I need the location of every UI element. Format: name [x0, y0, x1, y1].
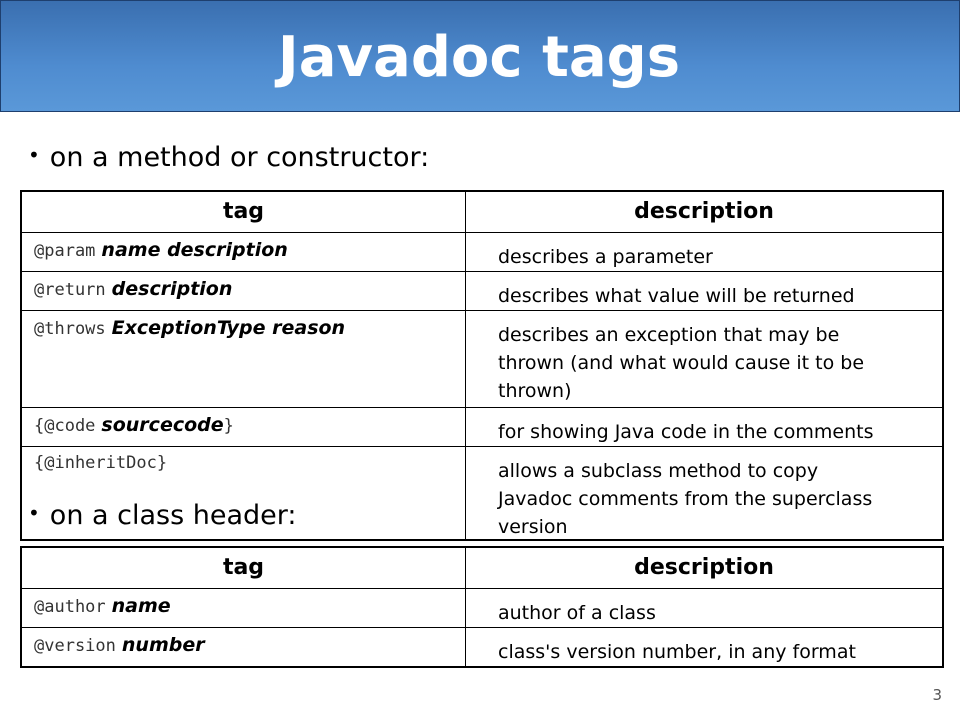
- bullet-dot-icon: •: [28, 501, 40, 525]
- tag-cell: [22, 589, 466, 627]
- description-cell: [466, 272, 942, 310]
- table-row: [22, 310, 942, 407]
- tag-cell: [22, 272, 466, 310]
- tag-description: author of a class: [498, 602, 656, 624]
- tag-name: @param: [34, 241, 96, 261]
- tag-description: describes a parameter: [498, 246, 713, 268]
- tag-args: sourcecode: [101, 414, 224, 436]
- description-line: Javadoc comments from the superclass: [498, 488, 873, 510]
- table-row: [22, 232, 942, 271]
- tag-description: describes what value will be returned: [498, 285, 855, 307]
- bullet-dot-icon: •: [28, 143, 40, 167]
- page-number: 3: [932, 686, 942, 704]
- tag-name: @throws: [34, 319, 106, 339]
- method-bullet: [28, 142, 429, 173]
- tag-args: number: [121, 634, 205, 656]
- description-cell: [466, 447, 942, 539]
- method-tags-table: [20, 190, 944, 541]
- table-header-row: [22, 192, 942, 232]
- tag-description: for showing Java code in the comments: [498, 421, 874, 443]
- description-line: thrown): [498, 380, 572, 402]
- tag-name: @return: [34, 280, 106, 300]
- tag-args: ExceptionType reason: [111, 317, 346, 339]
- tag-args: name description: [101, 239, 288, 261]
- description-line: describes an exception that may be: [498, 324, 840, 346]
- tag-cell: [22, 233, 466, 271]
- class-tags-table: [20, 546, 944, 668]
- header-description: description: [634, 199, 774, 224]
- table-row: [22, 407, 942, 446]
- header-tag: tag: [22, 192, 466, 232]
- table-row: [22, 588, 942, 627]
- table-header-row: [22, 548, 942, 588]
- tag-cell: [22, 408, 466, 446]
- description-cell: [466, 311, 942, 407]
- tag-name: @author: [34, 597, 106, 617]
- description-cell: [466, 589, 942, 627]
- header-description: description: [634, 555, 774, 580]
- description-line: version: [498, 516, 568, 538]
- method-bullet-text: on a method or constructor:: [49, 142, 430, 173]
- tag-description: class's version number, in any format: [498, 641, 856, 663]
- header-tag: tag: [22, 548, 466, 588]
- tag-args: description: [111, 278, 233, 300]
- tag-description: [498, 321, 942, 405]
- tag-description: [498, 457, 942, 541]
- description-cell: [466, 628, 942, 666]
- description-cell: [466, 408, 942, 446]
- tag-cell: [22, 628, 466, 666]
- table-row: [22, 627, 942, 666]
- table-row: [22, 271, 942, 310]
- tag-close: }: [223, 416, 234, 436]
- tag-name: {@inheritDoc}: [34, 453, 168, 473]
- tag-args: name: [111, 595, 171, 617]
- tag-cell: [22, 311, 466, 407]
- description-line: thrown (and what would cause it to be: [498, 352, 865, 374]
- tag-name: {@code: [34, 416, 96, 436]
- slide-title: Javadoc tags: [277, 25, 681, 90]
- tag-name: @version: [34, 636, 116, 656]
- description-cell: [466, 233, 942, 271]
- class-bullet: [28, 500, 297, 531]
- description-line: allows a subclass method to copy: [498, 460, 819, 482]
- class-bullet-text: on a class header:: [49, 500, 297, 531]
